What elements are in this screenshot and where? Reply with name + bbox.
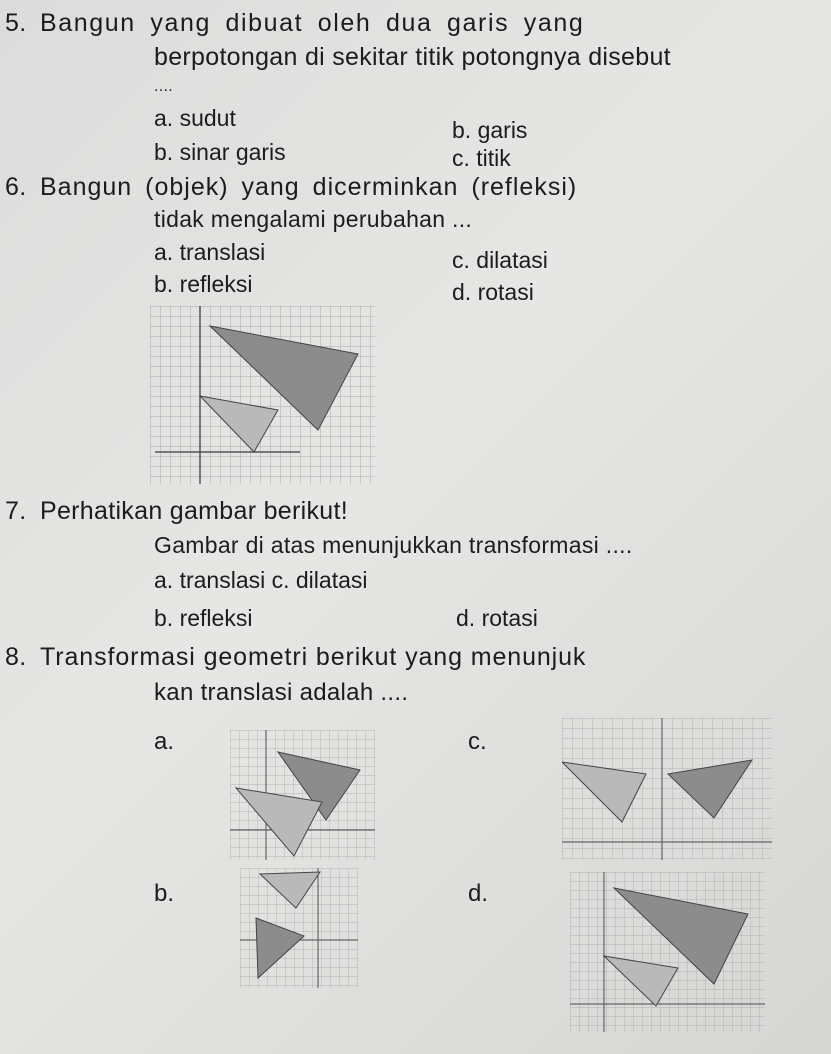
q5-option-c: c. titik xyxy=(452,145,511,171)
q5-option-b-left: b. sinar garis xyxy=(154,139,286,165)
q7-figure-grid xyxy=(150,306,375,484)
q6-text-line-2: tidak mengalami perubahan ... xyxy=(154,206,473,232)
q7-number: 7. xyxy=(5,497,27,525)
q5-text-line-1: Bangun yang dibuat oleh dua garis yang xyxy=(40,9,585,37)
q7-option-d: d. rotasi xyxy=(456,605,538,631)
q8-option-c-label: c. xyxy=(468,728,487,755)
q7-text-line-2: Gambar di atas menunjukkan transformasi .... xyxy=(154,532,633,558)
q6-number: 6. xyxy=(5,173,27,201)
q5-option-a: a. sudut xyxy=(154,105,236,131)
q8-option-b-label: b. xyxy=(154,880,175,907)
q5-text-line-2: berpotongan di sekitar titik potongnya disebut xyxy=(154,43,671,71)
q6-option-b: b. refleksi xyxy=(154,271,253,297)
q5-option-b-right: b. garis xyxy=(452,117,528,143)
q8-text-line-2: kan translasi adalah .... xyxy=(154,679,409,706)
q8-option-d-figure xyxy=(570,872,765,1032)
q6-option-d: d. rotasi xyxy=(452,279,534,305)
q6-option-c: c. dilatasi xyxy=(452,247,548,273)
q7-option-b: b. refleksi xyxy=(154,605,253,631)
q6-text-line-1: Bangun (objek) yang dicerminkan (refleksi) xyxy=(40,173,578,201)
q8-option-b-figure xyxy=(240,868,358,988)
q5-text-line-3: .... xyxy=(154,78,173,95)
q8-option-d-label: d. xyxy=(468,880,489,907)
q8-text-line-1: Transformasi geometri berikut yang menunjuk xyxy=(40,643,587,671)
q7-option-a-c: a. translasi c. dilatasi xyxy=(154,567,368,593)
q7-text-line-1: Perhatikan gambar berikut! xyxy=(40,497,348,525)
q6-option-a: a. translasi xyxy=(154,239,266,265)
q8-option-a-figure xyxy=(230,730,375,860)
q8-number: 8. xyxy=(5,643,27,671)
q8-option-a-label: a. xyxy=(154,728,175,755)
q5-number: 5. xyxy=(5,9,27,37)
q8-option-c-figure xyxy=(562,718,772,860)
